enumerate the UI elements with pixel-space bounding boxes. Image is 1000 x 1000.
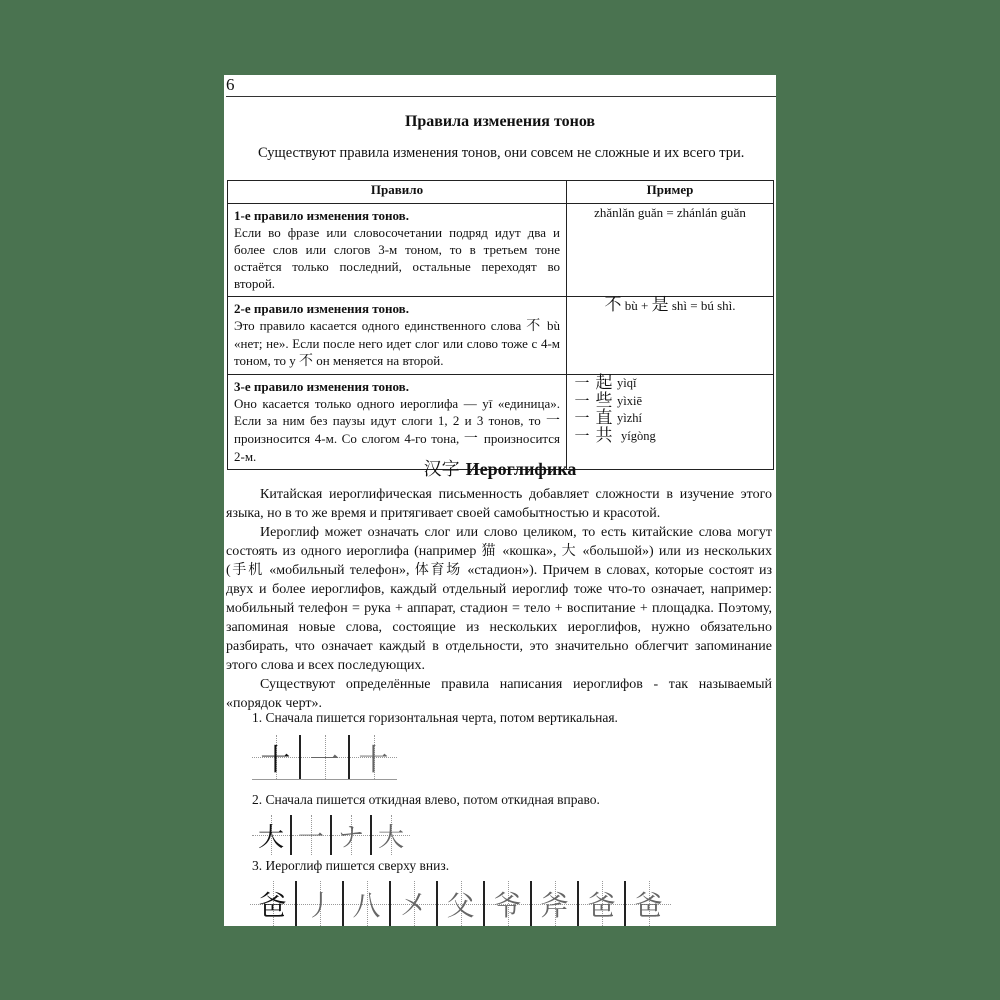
hanzi-bu: 不 xyxy=(298,353,313,369)
stroke-glyph: 爸 xyxy=(634,888,663,922)
stroke-glyph: 爸 xyxy=(258,888,287,922)
hanzi: 起 xyxy=(595,373,613,394)
text-fragment: произносится 2-м. xyxy=(234,431,561,464)
text-fragment: он меняется на второй. xyxy=(312,353,444,368)
stroke-glyph: 丿 xyxy=(305,888,334,922)
rule-cell xyxy=(228,204,567,297)
hanzi: 些 xyxy=(595,390,613,411)
hanzi-yi: 一 xyxy=(546,413,560,429)
stroke-glyph: 大 xyxy=(377,822,404,853)
paragraph xyxy=(226,675,772,713)
stroke-cell xyxy=(389,881,436,926)
stroke-cell xyxy=(250,881,295,926)
hanzi-yi: 一 xyxy=(574,426,590,445)
pinyin: yìzhí xyxy=(617,411,642,426)
section-title: Правила изменения тонов xyxy=(404,113,596,130)
example-line xyxy=(571,425,769,446)
text-fragment: «большой») или из нескольких ( xyxy=(226,544,772,578)
table-row xyxy=(228,297,774,375)
paragraph xyxy=(226,485,772,523)
stroke-glyph: 㐅 xyxy=(399,888,428,922)
stroke-glyph: 爸 xyxy=(587,888,616,922)
stroke-cell xyxy=(577,881,624,926)
stroke-order-grid xyxy=(252,815,410,855)
hieroglyphics-heading xyxy=(224,455,776,481)
stroke-cell xyxy=(348,735,397,779)
text-fragment: Иероглиф может означать слог или слово целиком, то есть китайские слова могут состоять из одного иероглифа (например xyxy=(226,525,772,559)
pinyin: yìxiē xyxy=(617,393,642,408)
heading-hanzi: 汉字 xyxy=(423,459,460,480)
stroke-cell xyxy=(330,815,370,855)
stroke-rule-caption: 1. Сначала пишется горизонтальная черта, потом вертикальная. xyxy=(252,710,618,725)
hanzi-stadium: 体育场 xyxy=(414,562,463,578)
stroke-glyph: 一 xyxy=(297,822,324,853)
stroke-glyph: ナ xyxy=(337,822,364,853)
section-intro: Существуют правила изменения тонов, они совсем не сложные и их всего три. xyxy=(258,145,745,161)
hanzi-cat: 猫 xyxy=(481,543,498,559)
text-fragment: Существуют определённые правила написания иероглифов - так называемый «порядок черт». xyxy=(226,677,772,711)
stroke-glyph: 大 xyxy=(257,822,284,853)
table-header-row xyxy=(228,181,774,204)
rule-text xyxy=(234,396,560,464)
rule-text: Если во фразе или словосочетании подряд идут два и более слов или слогов 3-м тоном, то в третьем тоне остаётся только последний, остальные переходят во второй. xyxy=(234,225,560,291)
column-header-example: Пример xyxy=(567,181,774,204)
table-row xyxy=(228,204,774,297)
paragraph xyxy=(226,523,772,675)
example-cell xyxy=(567,297,774,375)
text-fragment: bù + xyxy=(621,298,652,313)
hanzi: 共 xyxy=(595,425,613,446)
column-header-rule: Правило xyxy=(228,181,567,204)
text-fragment: Китайская иероглифическая письменность добавляет сложности в изучение этого языка, но в то же время и притягивает своей самобытностью и красотой. xyxy=(226,487,772,521)
hanzi-shi: 是 xyxy=(651,295,669,315)
example-cell: zhǎnlǎn guǎn = zhánlán guǎn xyxy=(567,204,774,297)
book-page xyxy=(224,75,776,926)
pinyin: yígòng xyxy=(621,428,656,443)
stroke-rule-caption: 3. Иероглиф пишется сверху вниз. xyxy=(252,858,450,873)
text-fragment: произносится 4-м. Со слогом 4-го тона, xyxy=(234,431,464,446)
stroke-cell xyxy=(299,735,348,779)
stroke-cell xyxy=(624,881,671,926)
hanzi-big: 大 xyxy=(561,543,578,559)
stroke-cell xyxy=(252,815,290,855)
rule-title: 2-е правило изменения тонов. xyxy=(234,301,409,316)
hieroglyphics-body xyxy=(226,485,772,713)
text-fragment: shì = bú shì. xyxy=(668,298,736,313)
stroke-order-grid xyxy=(252,735,397,780)
example-line xyxy=(571,410,769,428)
text-fragment: Это правило касается одного единственного слова xyxy=(234,318,527,333)
stroke-glyph: 爷 xyxy=(493,888,522,922)
stroke-glyph: 父 xyxy=(446,888,475,922)
page-number: 6 xyxy=(226,75,235,94)
stroke-rule-caption: 2. Сначала пишется откидная влево, потом откидная вправо. xyxy=(252,792,600,807)
stroke-cell xyxy=(370,815,410,855)
hanzi-yi: 一 xyxy=(574,409,590,428)
stroke-glyph: 斧 xyxy=(540,888,569,922)
text-fragment: «стадион»). Причем в словах, которые состоят из двух и более иероглифов, каждый отдельный иероглиф тоже что-то означает, например: мобильный телефон = рука + аппарат, стадион = тело + воспитание + площадка. Поэтому, запоминая новые слова, состоящие из нескольких иероглифов, нужно обязательно разбирать, что означает каждый в отдельности, это значительно облегчит запоминание этого слова и всех последующих. xyxy=(226,563,773,673)
rule-cell xyxy=(228,297,567,375)
text-fragment: Оно касается только одного иероглифа — yī «единица». Если за ним без паузы идут слоги 1, 2 и 3 тонов, то xyxy=(234,396,560,428)
stroke-cell xyxy=(252,735,299,779)
text-fragment: bù «нет; не». Если после него идет слог или слово тоже с 4-м тоном, то у xyxy=(234,318,560,368)
text-fragment: «мобильный телефон», xyxy=(263,563,415,578)
stroke-glyph: 十 xyxy=(358,743,389,778)
stroke-glyph: 一 xyxy=(309,743,340,778)
hanzi-yi: 一 xyxy=(463,431,480,447)
text-fragment: «кошка», xyxy=(497,544,562,559)
tone-rules-table xyxy=(227,180,774,470)
hanzi-yi: 一 xyxy=(574,391,590,410)
stroke-cell xyxy=(342,881,389,926)
pinyin: yìqǐ xyxy=(617,376,637,391)
stroke-cell xyxy=(483,881,530,926)
stroke-cell xyxy=(295,881,342,926)
stroke-cell xyxy=(290,815,330,855)
stroke-cell xyxy=(530,881,577,926)
stroke-glyph: 八 xyxy=(352,888,381,922)
rule-text xyxy=(234,318,560,368)
rule-title: 1-е правило изменения тонов. xyxy=(234,208,409,223)
example-line xyxy=(571,375,769,393)
header-divider xyxy=(226,96,776,97)
stroke-cell xyxy=(436,881,483,926)
hanzi-bu: 不 xyxy=(526,318,543,334)
hanzi: 直 xyxy=(595,408,613,429)
hanzi-phone: 手机 xyxy=(230,562,264,578)
stroke-order-grid xyxy=(250,881,671,926)
rule-title: 3-е правило изменения тонов. xyxy=(234,379,409,394)
heading-title: Иероглифика xyxy=(465,459,577,479)
stroke-glyph: 十 xyxy=(260,743,291,778)
hanzi-bu: 不 xyxy=(604,295,622,315)
hanzi-yi: 一 xyxy=(574,374,590,393)
